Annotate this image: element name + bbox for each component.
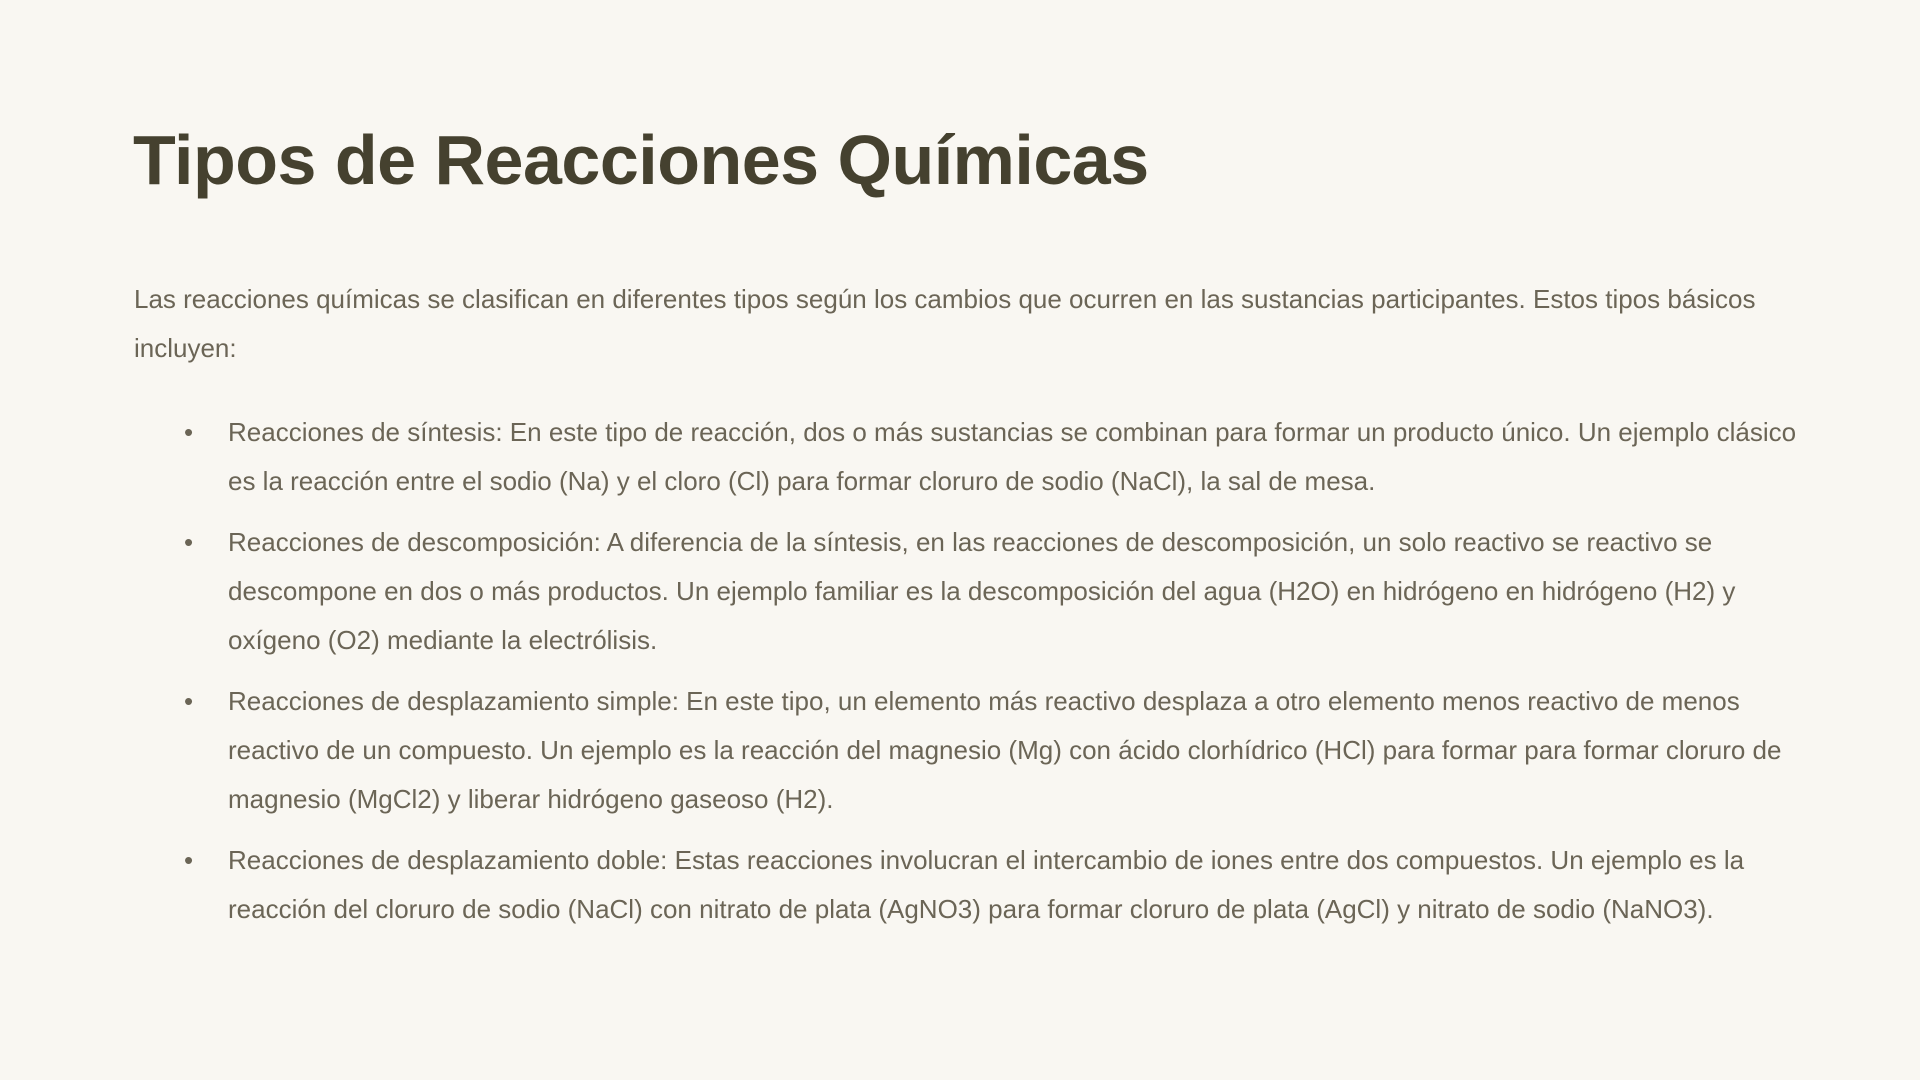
intro-paragraph: Las reacciones químicas se clasifican en diferentes tipos según los cambios que ocurren en las sustancias participantes. Estos tipos básicos incluyen: — [134, 284, 1756, 363]
bullet-icon: • — [184, 845, 194, 875]
list-item-text: Reacciones de desplazamiento simple: En este tipo, un elemento más reactivo desplaza a otro elemento menos reactivo de menos reactivo de un compuesto. Un ejemplo es la reacción del magnesio (Mg) con ácido clorhídrico (HCl) para formar para formar cloruro de magnesio (MgCl2) y liberar hidrógeno gaseoso (H2). — [228, 686, 1782, 814]
list-item-text: Reacciones de desplazamiento doble: Estas reacciones involucran el intercambio de iones entre dos compuestos. Un ejemplo es la reacción del cloruro de sodio (NaCl) con nitrato de plata (AgNO3) para formar cloruro de plata (AgCl) y nitrato de sodio (NaNO3). — [228, 845, 1745, 924]
list-item-sintesis — [134, 408, 1814, 506]
bullet-icon: • — [184, 417, 194, 447]
list-item-desplazamiento-simple — [134, 677, 1814, 824]
list-item-text: Reacciones de descomposición: A diferencia de la síntesis, en las reacciones de descomposición, un solo reactivo se reactivo se descompone en dos o más productos. Un ejemplo familiar es la descomposición del agua (H2O) en hidrógeno en hidrógeno (H2) y oxígeno (O2) mediante la electrólisis. — [228, 527, 1736, 655]
bullet-icon: • — [184, 527, 194, 557]
list-item-desplazamiento-doble — [134, 836, 1814, 934]
list-item-text: Reacciones de síntesis: En este tipo de reacción, dos o más sustancias se combinan para formar un producto único. Un ejemplo clásico es la reacción entre el sodio (Na) y el cloro (Cl) para formar cloruro de sodio (NaCl), la sal de mesa. — [228, 417, 1797, 496]
reaction-types-list — [134, 408, 1814, 946]
bullet-icon: • — [184, 686, 194, 716]
list-item-descomposicion — [134, 518, 1814, 665]
slide-title: Tipos de Reacciones Químicas — [133, 121, 1149, 199]
